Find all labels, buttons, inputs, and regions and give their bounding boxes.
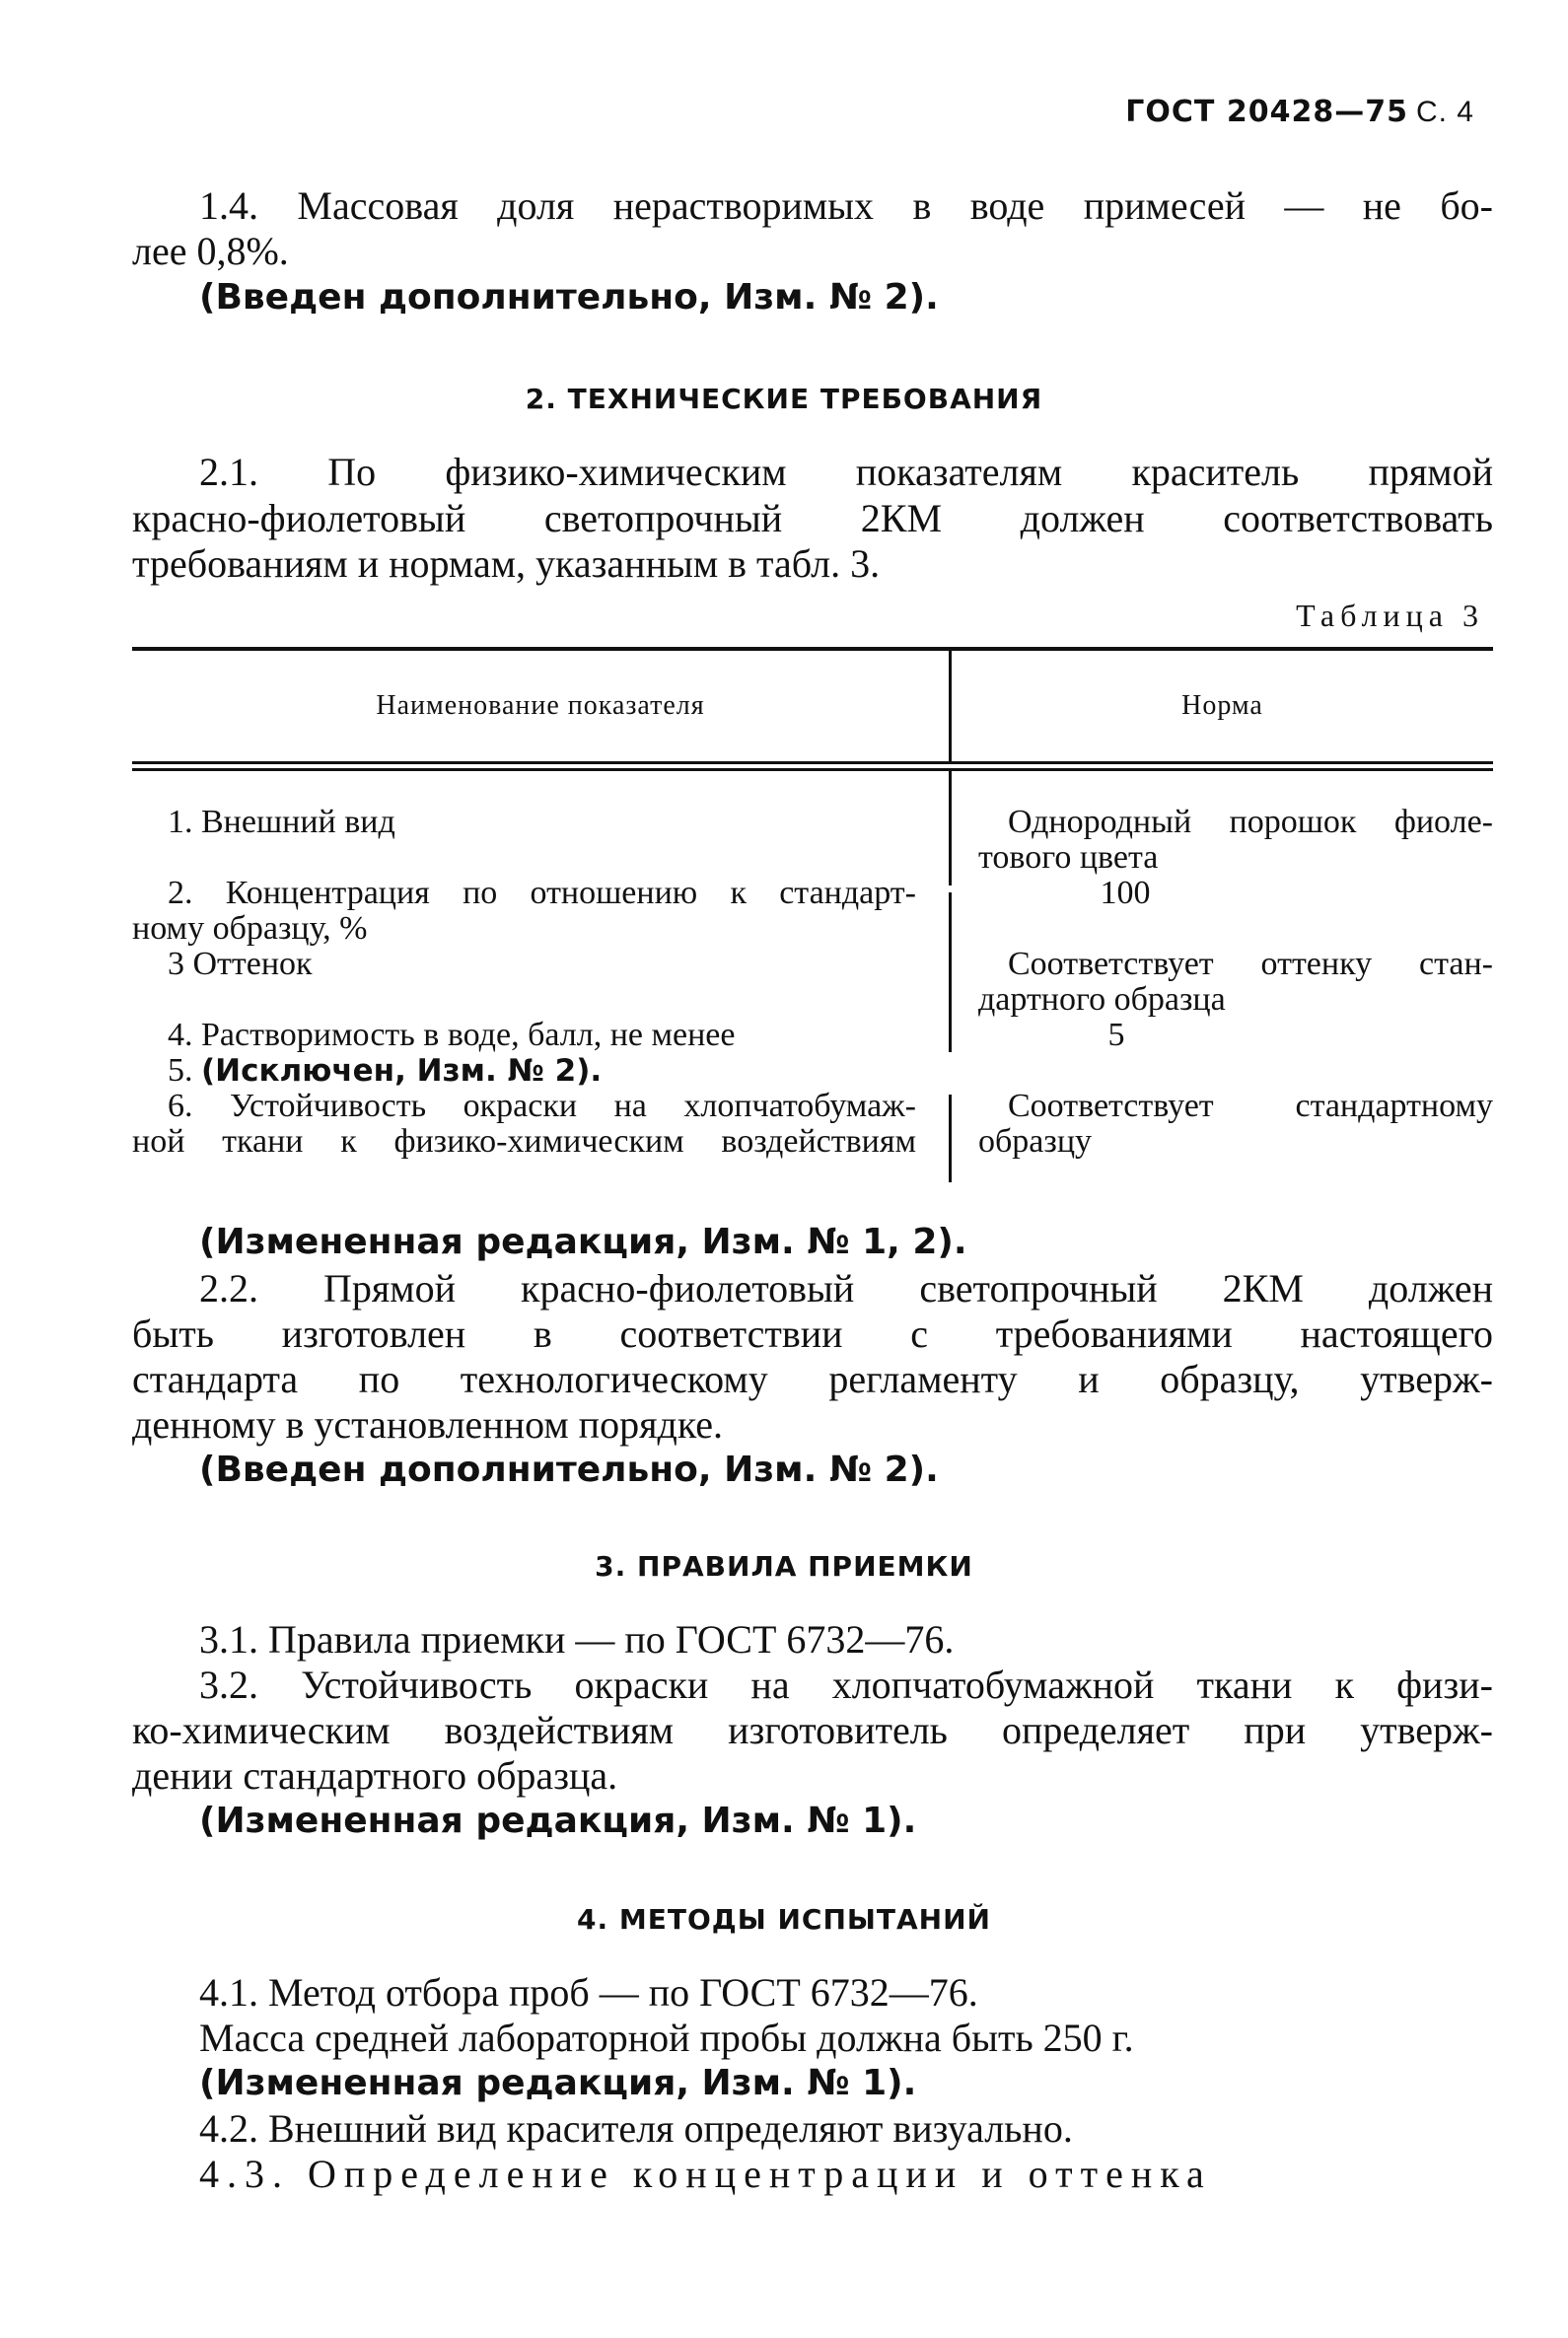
page-number: С. 4 <box>1415 96 1474 128</box>
section-4-title: 4. МЕТОДЫ ИСПЫТАНИЙ <box>577 1903 991 1936</box>
paragraph-3-1: 3.1. Правила приемки — по ГОСТ 6732—76. <box>199 1617 955 1662</box>
paragraph-2-2-line-4: денному в установленном порядке. <box>132 1402 724 1447</box>
table-row-6-norm-line-2: образцу <box>978 1123 1093 1160</box>
paragraph-4-2: 4.2. Внешний вид красителя определяют визуально. <box>199 2106 1073 2151</box>
paragraph-2-2-line-3: стандарта по технологическому регламенту и образцу, утверж- <box>132 1357 1493 1401</box>
section-2-title: 2. ТЕХНИЧЕСКИЕ ТРЕБОВАНИЯ <box>525 383 1043 415</box>
table-top-rule <box>132 647 1493 651</box>
table-row-2-norm: 100 <box>1100 875 1151 911</box>
paragraph-4-1: 4.1. Метод отбора проб — по ГОСТ 6732—76. <box>199 1970 978 2015</box>
table-row-5-number: 5. <box>168 1052 193 1089</box>
standard-number: ГОСТ 20428—75 <box>1125 95 1408 129</box>
table-row-2-name-line-1: 2. Концентрация по отношению к стандарт- <box>168 875 916 911</box>
table-row-6-name-line-1: 6. Устойчивость окраски на хлопчатобумаж- <box>168 1088 916 1124</box>
table-body-divider-1 <box>949 771 952 886</box>
table-row-4-name: 4. Растворимость в воде, балл, не менее <box>168 1017 736 1053</box>
column-header-name: Наименование показателя <box>376 690 705 721</box>
page-header <box>1125 95 1474 129</box>
table-row-1-norm-line-2: тового цвета <box>978 839 1159 876</box>
amendment-note-2-2: (Введен дополнительно, Изм. № 2). <box>199 1450 939 1490</box>
table-row-2-name-line-2: ному образцу, % <box>132 910 368 947</box>
paragraph-2-2-line-2: быть изготовлен в соответствии с требованиями настоящего <box>132 1311 1493 1356</box>
amendment-note: (Введен дополнительно, Изм. № 2). <box>199 277 939 318</box>
amendment-note-table: (Измененная редакция, Изм. № 1, 2). <box>199 1222 967 1262</box>
paragraph-3-2-line-1: 3.2. Устойчивость окраски на хлопчатобумажной ткани к физи- <box>199 1663 1493 1707</box>
table-row-5 <box>132 1053 916 1089</box>
table-row-6-name-line-2: ной ткани к физико-химическим воздействиям <box>132 1123 916 1160</box>
table-row-5-name: (Исключен, Изм. № 2). <box>201 1053 603 1089</box>
paragraph-1-4-line-2: лее 0,8%. <box>132 229 289 273</box>
table-row-6-norm-line-1: Соответствует стандартному <box>1008 1088 1493 1124</box>
paragraph-3-2-line-3: дении стандартного образца. <box>132 1753 618 1798</box>
paragraph-2-2-line-1: 2.2. Прямой красно-фиолетовый светопрочный 2КМ должен <box>199 1266 1493 1311</box>
table-body-divider-3 <box>949 1095 952 1182</box>
table-row-3-name: 3 Оттенок <box>168 946 313 982</box>
paragraph-2-1-line-3: требованиям и нормам, указанным в табл. 3. <box>132 541 881 586</box>
table-caption: Таблица 3 <box>1296 598 1484 633</box>
paragraph-2-1-line-2: красно-фиолетовый светопрочный 2КМ должен соответствовать <box>132 496 1493 540</box>
table-row-3-norm-line-1: Соответствует оттенку стан- <box>1008 946 1493 982</box>
column-header-norm: Норма <box>1181 690 1263 721</box>
table-header-rule-1 <box>132 761 1493 764</box>
amendment-note-4: (Измененная редакция, Изм. № 1). <box>199 2063 917 2103</box>
table-row-3-norm-line-2: дартного образца <box>978 981 1226 1018</box>
amendment-note-3: (Измененная редакция, Изм. № 1). <box>199 1801 917 1841</box>
table-header-rule-2 <box>132 768 1493 771</box>
table-row-1-norm-line-1: Однородный порошок фиоле- <box>1008 804 1493 840</box>
paragraph-4-1-mass: Масса средней лабораторной пробы должна быть 250 г. <box>199 2016 1134 2060</box>
table-row-4-norm: 5 <box>1107 1017 1125 1053</box>
table-row-1-name: 1. Внешний вид <box>168 804 395 840</box>
paragraph-3-2-line-2: ко-химическим воздействиям изготовитель определяет при утверж- <box>132 1708 1493 1752</box>
paragraph-2-1-line-1: 2.1. По физико-химическим показателям краситель прямой <box>199 450 1493 494</box>
paragraph-4-3: 4.3. Определение концентрации и оттенка <box>199 2152 1212 2196</box>
paragraph-1-4-line-1: 1.4. Массовая доля нерастворимых в воде примесей — не бо- <box>199 183 1493 228</box>
section-3-title: 3. ПРАВИЛА ПРИЕМКИ <box>595 1550 973 1583</box>
